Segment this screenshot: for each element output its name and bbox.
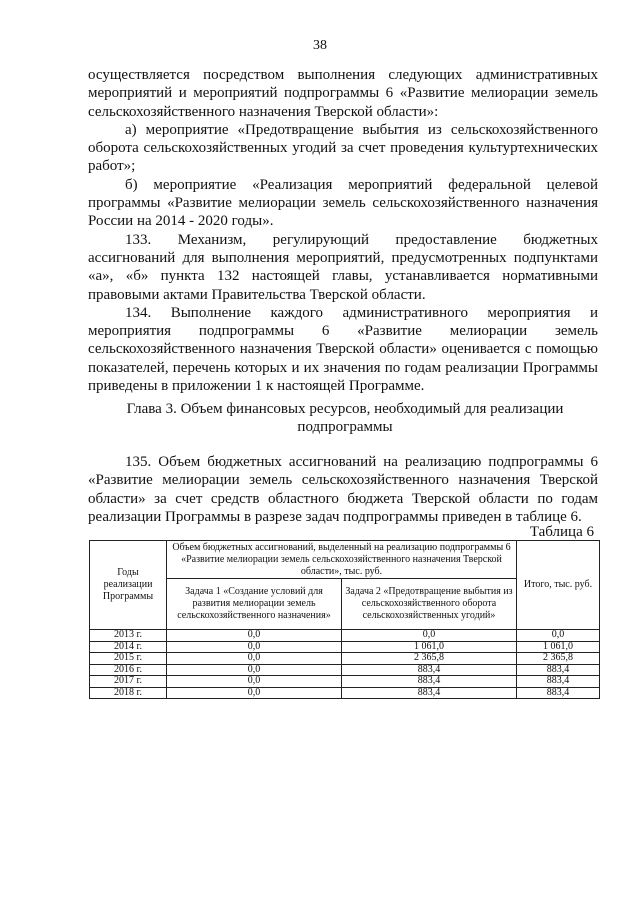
table-caption: Таблица 6 — [529, 524, 594, 540]
cell-task2: 1 061,0 — [342, 641, 517, 653]
table-row — [90, 676, 600, 688]
cell-total: 2 365,8 — [517, 653, 600, 665]
header-volume: Объем бюджетных ассигнований, выделенный на реализацию подпрограммы 6 «Развитие мелиорации земель сельскохозяйственного назначения Тверской области», тыс. руб. — [167, 541, 517, 579]
header-task2: Задача 2 «Предотвращение выбытия из сельскохозяйственного оборота сельскохозяйственных угодий» — [342, 579, 517, 630]
cell-task2: 0,0 — [342, 630, 517, 642]
cell-year: 2013 г. — [90, 630, 167, 642]
header-years: Годы реализации Программы — [90, 541, 167, 630]
paragraph-135: 135. Объем бюджетных ассигнований на реализацию подпрограммы 6 «Развитие мелиорации земель сельскохозяйственного назначения Тверской области» за счет средств областного бюджета Тверской области по годам реализации Программы в разрезе задач подпрограммы приведен в таблице 6. — [88, 454, 598, 525]
cell-task2: 883,4 — [342, 687, 517, 699]
chapter-heading — [100, 400, 590, 437]
cell-task1: 0,0 — [167, 641, 342, 653]
paragraph-134: 134. Выполнение каждого административного мероприятия и мероприятия подпрограммы 6 «Развитие мелиорации земель сельскохозяйственного назначения Тверской области» оценивается с помощью показателей, перечень которых и их значения по годам реализации Программы приведены в приложении 1 к настоящей Программе. — [88, 304, 598, 395]
paragraph-item-b: б) мероприятие «Реализация мероприятий федеральной целевой программы «Развитие мелиорации земель сельскохозяйственного назначения России на 2014 - 2020 годы». — [88, 176, 598, 230]
cell-year: 2018 г. — [90, 687, 167, 699]
cell-year: 2015 г. — [90, 653, 167, 665]
body-text-lower — [88, 453, 598, 526]
cell-total: 0,0 — [517, 630, 600, 642]
cell-task1: 0,0 — [167, 630, 342, 642]
cell-task1: 0,0 — [167, 676, 342, 688]
chapter-heading-line1: Глава 3. Объем финансовых ресурсов, необходимый для реализации — [126, 401, 564, 417]
funding-table — [89, 540, 600, 699]
cell-task2: 2 365,8 — [342, 653, 517, 665]
cell-task1: 0,0 — [167, 653, 342, 665]
cell-total: 1 061,0 — [517, 641, 600, 653]
paragraph-item-a: а) мероприятие «Предотвращение выбытия из сельскохозяйственного оборота сельскохозяйственных угодий за счет проведения культуртехнических работ»; — [88, 121, 598, 175]
cell-task1: 0,0 — [167, 687, 342, 699]
header-total: Итого, тыс. руб. — [517, 541, 600, 630]
cell-task2: 883,4 — [342, 664, 517, 676]
cell-year: 2016 г. — [90, 664, 167, 676]
table-row — [90, 687, 600, 699]
page-number: 38 — [313, 38, 327, 53]
table-row — [90, 664, 600, 676]
cell-year: 2014 г. — [90, 641, 167, 653]
cell-total: 883,4 — [517, 676, 600, 688]
body-text-upper — [88, 66, 598, 395]
cell-task2: 883,4 — [342, 676, 517, 688]
chapter-heading-line2: подпрограммы — [297, 419, 393, 436]
cell-total: 883,4 — [517, 687, 600, 699]
table-row — [90, 641, 600, 653]
paragraph-133: 133. Механизм, регулирующий предоставление бюджетных ассигнований для выполнения мероприятий, предусмотренных подпунктами «а», «б» пункта 132 настоящей главы, устанавливается нормативными правовыми актами Правительства Тверской области. — [88, 231, 598, 303]
header-task1: Задача 1 «Создание условий для развития мелиорации земель сельскохозяйственного назначения» — [167, 579, 342, 630]
paragraph-intro: осуществляется посредством выполнения следующих административных мероприятий и мероприятий подпрограммы 6 «Развитие мелиорации земель сельскохозяйственного назначения Тверской области»: — [88, 67, 598, 120]
table-row — [90, 653, 600, 665]
table-row — [90, 630, 600, 642]
cell-year: 2017 г. — [90, 676, 167, 688]
cell-total: 883,4 — [517, 664, 600, 676]
cell-task1: 0,0 — [167, 664, 342, 676]
